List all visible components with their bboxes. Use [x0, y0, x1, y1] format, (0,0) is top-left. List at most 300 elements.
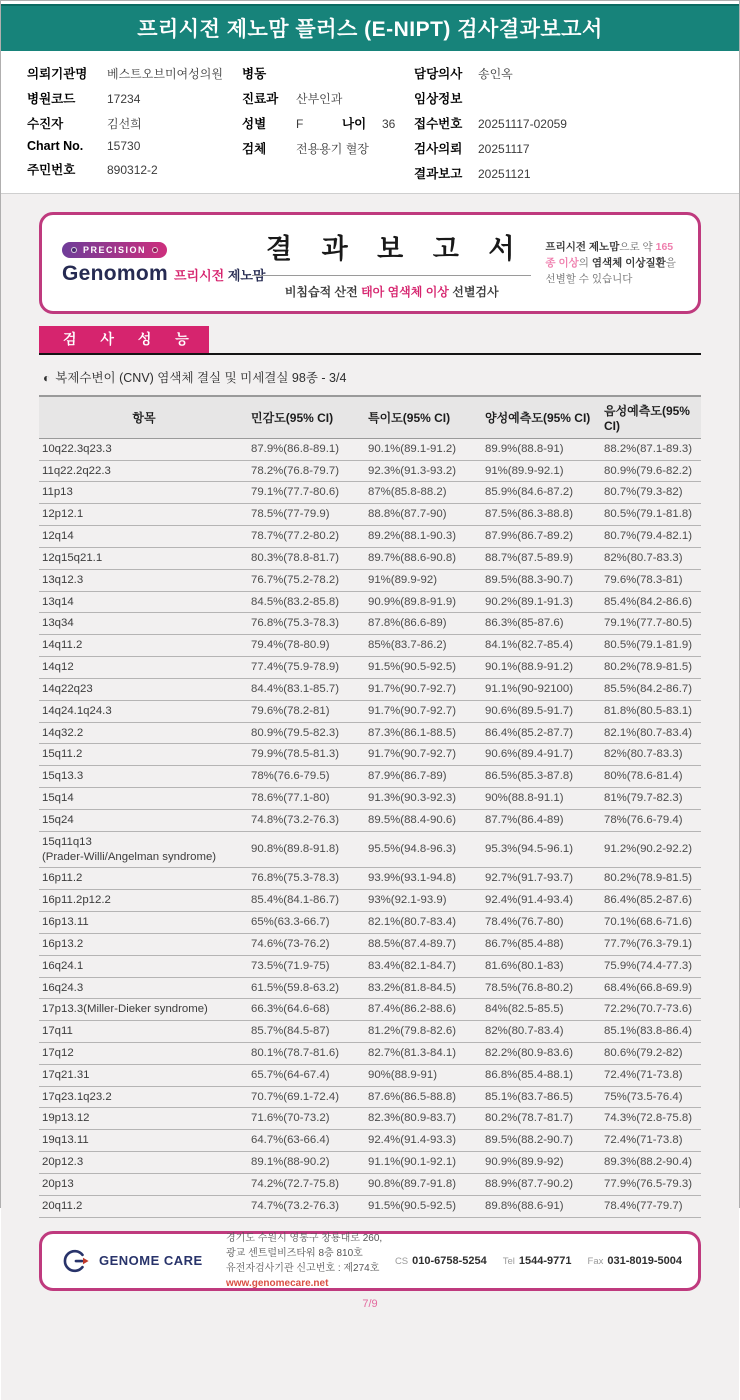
section-header-bar — [39, 326, 701, 355]
brand-block — [62, 240, 266, 286]
patient-info-column — [27, 64, 242, 189]
row-value: 80.7%(79.3-82) — [602, 482, 701, 504]
table-row — [39, 482, 701, 504]
row-item-name: 16q24.1 — [39, 955, 249, 977]
row-item-name: 17q12 — [39, 1042, 249, 1064]
row-value: 78%(76.6-79.5) — [249, 766, 366, 788]
row-value: 78.4%(76.7-80) — [483, 912, 602, 934]
row-value: 76.7%(75.2-78.2) — [249, 569, 366, 591]
row-value: 85.1%(83.7-86.5) — [483, 1086, 602, 1108]
address-line-2: 유전자검사기관 신고번호 : 제274호 — [226, 1262, 380, 1274]
row-value: 91.1%(90-92100) — [483, 678, 602, 700]
field-label: 의뢰기관명 — [27, 67, 88, 81]
row-value: 80.2%(78.9-81.5) — [602, 868, 701, 890]
row-value: 95.5%(94.8-96.3) — [366, 831, 483, 868]
row-value: 92.4%(91.4-93.3) — [366, 1130, 483, 1152]
row-value: 88.8%(87.7-90) — [366, 504, 483, 526]
row-value: 79.6%(78.2-81) — [249, 700, 366, 722]
table-row — [39, 1173, 701, 1195]
column-header-npv: 음성예측도(95% CI) — [602, 396, 701, 439]
row-value: 73.5%(71.9-75) — [249, 955, 366, 977]
row-item-name: 20p13 — [39, 1173, 249, 1195]
table-row — [39, 1130, 701, 1152]
row-item-name: 12q15q21.1 — [39, 547, 249, 569]
row-value: 70.1%(68.6-71.6) — [602, 912, 701, 934]
row-value: 83.2%(81.8-84.5) — [366, 977, 483, 999]
row-value: 90.6%(89.5-91.7) — [483, 700, 602, 722]
content-area — [1, 194, 739, 1400]
column-header-item: 항목 — [39, 396, 249, 439]
row-value: 86.4%(85.2-87.6) — [602, 890, 701, 912]
row-value: 91.1%(90.1-92.1) — [366, 1152, 483, 1174]
row-value: 72.2%(70.7-73.6) — [602, 999, 701, 1021]
table-row — [39, 788, 701, 810]
field-label: 접수번호 — [414, 117, 463, 131]
row-value: 74.6%(73-76.2) — [249, 933, 366, 955]
row-value: 77.4%(75.9-78.9) — [249, 657, 366, 679]
info-field-row — [414, 64, 729, 82]
banner-subtitle-post: 선별검사 — [448, 284, 499, 299]
table-row — [39, 678, 701, 700]
field-value: 20251121 — [478, 167, 531, 181]
row-value: 81.6%(80.1-83) — [483, 955, 602, 977]
row-value: 89.2%(88.1-90.3) — [366, 526, 483, 548]
table-row — [39, 868, 701, 890]
row-item-name: 15q24 — [39, 809, 249, 831]
row-value: 82.7%(81.3-84.1) — [366, 1042, 483, 1064]
table-row — [39, 1152, 701, 1174]
row-value: 90.9%(89.9-92) — [483, 1152, 602, 1174]
row-item-name: 11q22.2q22.3 — [39, 460, 249, 482]
row-value: 65.7%(64-67.4) — [249, 1064, 366, 1086]
row-value: 95.3%(94.5-96.1) — [483, 831, 602, 868]
row-item-name: 15q11q13 (Prader-Willi/Angelman syndrome) — [39, 831, 249, 868]
banner-note — [545, 239, 678, 288]
row-item-name: 14q11.2 — [39, 635, 249, 657]
row-value: 90.6%(89.4-91.7) — [483, 744, 602, 766]
note-bold: 프리시전 제노맘 — [545, 240, 620, 253]
row-value: 92.3%(91.3-93.2) — [366, 460, 483, 482]
row-value: 82.3%(80.9-83.7) — [366, 1108, 483, 1130]
row-value: 82.2%(80.9-83.6) — [483, 1042, 602, 1064]
genome-care-logo-icon — [58, 1246, 92, 1276]
info-field-row — [242, 139, 414, 157]
row-value: 90%(88.8-91.1) — [483, 788, 602, 810]
info-field-row — [242, 89, 414, 107]
field-value: 송인옥 — [478, 67, 513, 81]
info-field-row — [27, 64, 242, 82]
row-value: 89.3%(88.2-90.4) — [602, 1152, 701, 1174]
row-value: 89.1%(88-90.2) — [249, 1152, 366, 1174]
field-label: 임상정보 — [414, 92, 463, 106]
row-value: 92.4%(91.4-93.4) — [483, 890, 602, 912]
row-value: 88.2%(87.1-89.3) — [602, 438, 701, 460]
badge-dot-icon — [71, 247, 77, 253]
row-value: 79.6%(78.3-81) — [602, 569, 701, 591]
row-value: 80.9%(79.5-82.3) — [249, 722, 366, 744]
row-value: 90.2%(89.1-91.3) — [483, 591, 602, 613]
row-value: 72.4%(71-73.8) — [602, 1130, 701, 1152]
row-value: 88.9%(87.7-90.2) — [483, 1173, 602, 1195]
field-label: 수진자 — [27, 117, 64, 131]
report-title: 프리시전 제노맘 플러스 (E-NIPT) 검사결과보고서 — [137, 18, 603, 41]
field-value: 20251117 — [478, 142, 530, 156]
row-value: 78%(76.6-79.4) — [602, 809, 701, 831]
field-label: 담당의사 — [414, 67, 463, 81]
row-value: 84.5%(83.2-85.8) — [249, 591, 366, 613]
row-value: 86.7%(85.4-88) — [483, 933, 602, 955]
row-value: 75.9%(74.4-77.3) — [602, 955, 701, 977]
row-item-name: 11p13 — [39, 482, 249, 504]
table-row — [39, 744, 701, 766]
row-value: 77.7%(76.3-79.1) — [602, 933, 701, 955]
row-value: 82%(80.7-83.3) — [602, 547, 701, 569]
row-value: 83.4%(82.1-84.7) — [366, 955, 483, 977]
row-value: 90%(88.9-91) — [366, 1064, 483, 1086]
row-item-name: 19p13.12 — [39, 1108, 249, 1130]
info-field-row — [242, 64, 414, 82]
badge-dot-icon — [152, 247, 158, 253]
row-value: 78.6%(77.1-80) — [249, 788, 366, 810]
address-line-1: 경기도 수원시 영통구 창룡대로 260, 광교 센트럴비즈타워 8층 810호 — [226, 1232, 383, 1259]
row-item-name: 10q22.3q23.3 — [39, 438, 249, 460]
brand-kr-secondary: 제노맘 — [227, 268, 266, 283]
row-value: 91%(89.9-92) — [366, 569, 483, 591]
note-bold: 염색체 이상질환 — [591, 256, 666, 269]
table-row — [39, 809, 701, 831]
field-label: 성별 — [242, 117, 267, 131]
info-field-row — [242, 114, 414, 132]
row-value: 88.5%(87.4-89.7) — [366, 933, 483, 955]
cnv-performance-table — [39, 395, 701, 1218]
row-value: 87.9%(86.8-89.1) — [249, 438, 366, 460]
field-value: 17234 — [107, 92, 141, 106]
row-value: 89.9%(88.8-91) — [483, 438, 602, 460]
patient-info-section — [1, 51, 739, 194]
row-value: 89.8%(88.6-91) — [483, 1195, 602, 1217]
table-caption-text: 복제수변이 (CNV) 염색체 결실 및 미세결실 98종 - 3/4 — [55, 370, 347, 385]
page-number: 7/9 — [362, 1297, 378, 1310]
row-value: 90.8%(89.8-91.8) — [249, 831, 366, 868]
row-value: 81.8%(80.5-83.1) — [602, 700, 701, 722]
row-value: 86.4%(85.2-87.7) — [483, 722, 602, 744]
row-value: 92.7%(91.7-93.7) — [483, 868, 602, 890]
note-text: 을 선별할 수 있습니다 — [545, 256, 676, 286]
row-value: 61.5%(59.8-63.2) — [249, 977, 366, 999]
field-value: F — [296, 117, 304, 131]
field-value: 20251117-02059 — [478, 117, 567, 131]
table-row — [39, 1195, 701, 1217]
row-item-name: 16p13.2 — [39, 933, 249, 955]
row-value: 78.2%(76.8-79.7) — [249, 460, 366, 482]
row-item-name: 17q21.31 — [39, 1064, 249, 1086]
row-item-name: 20p12.3 — [39, 1152, 249, 1174]
row-value: 66.3%(64.6-68) — [249, 999, 366, 1021]
cs-contact — [395, 1255, 487, 1267]
row-item-name: 16p13.11 — [39, 912, 249, 934]
table-row — [39, 977, 701, 999]
row-value: 85.7%(84.5-87) — [249, 1021, 366, 1043]
row-item-name: 14q32.2 — [39, 722, 249, 744]
row-value: 84.1%(82.7-85.4) — [483, 635, 602, 657]
table-row — [39, 831, 701, 868]
table-row — [39, 635, 701, 657]
badge-label: PRECISION — [83, 245, 147, 255]
table-row — [39, 999, 701, 1021]
row-item-name: 17q23.1q23.2 — [39, 1086, 249, 1108]
table-row — [39, 526, 701, 548]
banner-subtitle-highlight: 태아 염색체 이상 — [361, 284, 449, 299]
row-value: 80.5%(79.1-81.9) — [602, 635, 701, 657]
field-label: 검체 — [242, 142, 267, 156]
table-row — [39, 890, 701, 912]
info-field-row — [27, 160, 242, 178]
cs-number: 010-6758-5254 — [412, 1254, 487, 1267]
row-value: 72.4%(71-73.8) — [602, 1064, 701, 1086]
row-value: 84.4%(83.1-85.7) — [249, 678, 366, 700]
row-value: 74.2%(72.7-75.8) — [249, 1173, 366, 1195]
website-link[interactable]: www.genomecare.net — [226, 1277, 329, 1289]
row-value: 80.5%(79.1-81.8) — [602, 504, 701, 526]
row-value: 87.5%(86.3-88.8) — [483, 504, 602, 526]
row-value: 80.6%(79.2-82) — [602, 1042, 701, 1064]
row-value: 65%(63.3-66.7) — [249, 912, 366, 934]
table-row — [39, 460, 701, 482]
row-value: 88.7%(87.5-89.9) — [483, 547, 602, 569]
info-field-row — [414, 89, 729, 107]
report-title-bar — [1, 4, 739, 51]
row-value: 85.5%(84.2-86.7) — [602, 678, 701, 700]
row-value: 89.5%(88.4-90.6) — [366, 809, 483, 831]
row-value: 87.9%(86.7-89.2) — [483, 526, 602, 548]
row-value: 85%(83.7-86.2) — [366, 635, 483, 657]
table-row — [39, 1042, 701, 1064]
row-item-name: 14q24.1q24.3 — [39, 700, 249, 722]
row-value: 80.1%(78.7-81.6) — [249, 1042, 366, 1064]
table-row — [39, 700, 701, 722]
section-title: 검 사 성 능 — [39, 326, 209, 353]
row-value: 80.3%(78.8-81.7) — [249, 547, 366, 569]
field-value: 김선희 — [107, 117, 142, 131]
field-label: Chart No. — [27, 139, 84, 153]
column-header-sensitivity: 민감도(95% CI) — [249, 396, 366, 439]
footer-contacts — [395, 1255, 682, 1267]
row-value: 91.2%(90.2-92.2) — [602, 831, 701, 868]
row-value: 80%(78.6-81.4) — [602, 766, 701, 788]
row-value: 85.4%(84.2-86.6) — [602, 591, 701, 613]
row-value: 86.3%(85-87.6) — [483, 613, 602, 635]
row-value: 64.7%(63-66.4) — [249, 1130, 366, 1152]
genome-care-logo — [58, 1246, 214, 1276]
column-header-ppv: 양성예측도(95% CI) — [483, 396, 602, 439]
field-label: 검사의뢰 — [414, 142, 463, 156]
row-item-name: 12q14 — [39, 526, 249, 548]
row-item-name: 16p11.2 — [39, 868, 249, 890]
row-value: 93%(92.1-93.9) — [366, 890, 483, 912]
row-value: 82%(80.7-83.3) — [602, 744, 701, 766]
row-value: 75%(73.5-76.4) — [602, 1086, 701, 1108]
row-value: 87.9%(86.7-89) — [366, 766, 483, 788]
field-label: 주민번호 — [27, 163, 76, 177]
fax-number: 031-8019-5004 — [607, 1254, 682, 1267]
note-text: 의 — [578, 256, 592, 269]
row-value: 86.5%(85.3-87.8) — [483, 766, 602, 788]
row-value: 87.8%(86.6-89) — [366, 613, 483, 635]
info-field-row — [27, 139, 242, 153]
row-value: 91%(89.9-92.1) — [483, 460, 602, 482]
row-item-name: 13q12.3 — [39, 569, 249, 591]
row-value: 79.4%(78-80.9) — [249, 635, 366, 657]
row-item-name: 17q11 — [39, 1021, 249, 1043]
row-value: 86.8%(85.4-88.1) — [483, 1064, 602, 1086]
cs-label: CS — [394, 1255, 409, 1267]
row-value: 77.9%(76.5-79.3) — [602, 1173, 701, 1195]
row-value: 85.4%(84.1-86.7) — [249, 890, 366, 912]
banner-title: 결 과 보 고 서 — [252, 227, 531, 276]
field-label: 결과보고 — [414, 167, 463, 181]
row-value: 79.1%(77.7-80.6) — [249, 482, 366, 504]
row-value: 74.3%(72.8-75.8) — [602, 1108, 701, 1130]
row-value: 91.5%(90.5-92.5) — [366, 657, 483, 679]
field-value: 890312-2 — [107, 163, 158, 177]
row-value: 82%(80.7-83.4) — [483, 1021, 602, 1043]
table-row — [39, 547, 701, 569]
table-row — [39, 438, 701, 460]
result-report-banner — [39, 212, 701, 314]
row-value: 87.3%(86.1-88.5) — [366, 722, 483, 744]
fax-contact — [588, 1255, 682, 1267]
table-row — [39, 955, 701, 977]
row-value: 84%(82.5-85.5) — [483, 999, 602, 1021]
row-value: 89.5%(88.3-90.7) — [483, 569, 602, 591]
row-value: 82.1%(80.7-83.4) — [602, 722, 701, 744]
field-label: 병동 — [242, 67, 267, 81]
table-row — [39, 766, 701, 788]
footer-box — [39, 1231, 701, 1291]
row-item-name: 12p12.1 — [39, 504, 249, 526]
row-value: 78.4%(77-79.7) — [602, 1195, 701, 1217]
row-value: 89.7%(88.6-90.8) — [366, 547, 483, 569]
note-text: 으로 약 — [619, 240, 656, 253]
info-field-row — [414, 114, 729, 132]
row-item-name: 14q22q23 — [39, 678, 249, 700]
row-value: 70.7%(69.1-72.4) — [249, 1086, 366, 1108]
row-value: 85.1%(83.8-86.4) — [602, 1021, 701, 1043]
row-value: 71.6%(70-73.2) — [249, 1108, 366, 1130]
patient-info-column — [242, 64, 414, 189]
table-row — [39, 933, 701, 955]
row-value: 80.7%(79.4-82.1) — [602, 526, 701, 548]
field-value: 36 — [382, 117, 396, 131]
row-value: 79.1%(77.7-80.5) — [602, 613, 701, 635]
row-value: 76.8%(75.3-78.3) — [249, 613, 366, 635]
table-row — [39, 912, 701, 934]
row-item-name: 15q14 — [39, 788, 249, 810]
row-item-name: 20q11.2 — [39, 1195, 249, 1217]
footer-logo-text: GENOME CARE — [99, 1253, 203, 1269]
table-row — [39, 1086, 701, 1108]
row-value: 90.9%(89.8-91.9) — [366, 591, 483, 613]
table-row — [39, 657, 701, 679]
row-value: 91.5%(90.5-92.5) — [366, 1195, 483, 1217]
info-field-row — [27, 114, 242, 132]
table-row — [39, 1064, 701, 1086]
row-value: 68.4%(66.8-69.9) — [602, 977, 701, 999]
table-header-row — [39, 396, 701, 439]
table-caption — [43, 368, 701, 386]
banner-subtitle-pre: 비침습적 산전 — [284, 284, 362, 299]
row-value: 93.9%(93.1-94.8) — [366, 868, 483, 890]
row-value: 82.1%(80.7-83.4) — [366, 912, 483, 934]
row-value: 74.7%(73.2-76.3) — [249, 1195, 366, 1217]
row-value: 76.8%(75.3-78.3) — [249, 868, 366, 890]
row-value: 87.6%(86.5-88.8) — [366, 1086, 483, 1108]
row-value: 91.7%(90.7-92.7) — [366, 700, 483, 722]
field-value: 전용용기 혈장 — [296, 142, 369, 156]
info-field-row — [414, 139, 729, 157]
table-row — [39, 722, 701, 744]
row-value: 87%(85.8-88.2) — [366, 482, 483, 504]
row-value: 91.7%(90.7-92.7) — [366, 744, 483, 766]
field-label: 나이 — [342, 117, 367, 131]
row-item-name: 19q13.11 — [39, 1130, 249, 1152]
row-item-name: 16p11.2p12.2 — [39, 890, 249, 912]
info-field-row — [414, 164, 729, 182]
row-value: 80.9%(79.6-82.2) — [602, 460, 701, 482]
column-header-specificity: 특이도(95% CI) — [366, 396, 483, 439]
row-value: 90.8%(89.7-91.8) — [366, 1173, 483, 1195]
footer-address — [226, 1231, 383, 1291]
row-item-name: 15q13.3 — [39, 766, 249, 788]
row-value: 89.5%(88.2-90.7) — [483, 1130, 602, 1152]
row-value: 74.8%(73.2-76.3) — [249, 809, 366, 831]
row-value: 78.5%(76.8-80.2) — [483, 977, 602, 999]
banner-subtitle — [252, 283, 531, 300]
row-value: 79.9%(78.5-81.3) — [249, 744, 366, 766]
brand-logo-text: Genomom — [62, 262, 168, 285]
field-label: 병원코드 — [27, 92, 76, 106]
patient-info-column — [414, 64, 729, 189]
half-circle-icon: ◐ — [43, 370, 51, 385]
row-value: 80.2%(78.7-81.7) — [483, 1108, 602, 1130]
field-value: 산부인과 — [296, 92, 343, 106]
row-value: 87.4%(86.2-88.6) — [366, 999, 483, 1021]
field-value: 베스트오브미여성의원 — [107, 67, 223, 81]
table-row — [39, 569, 701, 591]
field-value: 15730 — [107, 139, 141, 153]
tel-label: Tel — [502, 1255, 515, 1267]
row-item-name: 15q11.2 — [39, 744, 249, 766]
row-value: 81.2%(79.8-82.6) — [366, 1021, 483, 1043]
banner-title-block — [252, 227, 531, 300]
row-item-name: 13q34 — [39, 613, 249, 635]
note-highlight: 165종 이상 — [545, 240, 674, 269]
row-item-name: 13q14 — [39, 591, 249, 613]
row-value: 90.1%(88.9-91.2) — [483, 657, 602, 679]
table-row — [39, 613, 701, 635]
table-row — [39, 1108, 701, 1130]
table-row — [39, 591, 701, 613]
table-row — [39, 504, 701, 526]
field-label: 진료과 — [242, 92, 279, 106]
table-row — [39, 1021, 701, 1043]
cnv-table-body — [39, 438, 701, 1217]
row-item-name: 14q12 — [39, 657, 249, 679]
brand-kr-primary: 프리시전 — [173, 268, 225, 283]
info-field-row — [27, 89, 242, 107]
tel-contact — [503, 1255, 572, 1267]
row-value: 78.7%(77.2-80.2) — [249, 526, 366, 548]
